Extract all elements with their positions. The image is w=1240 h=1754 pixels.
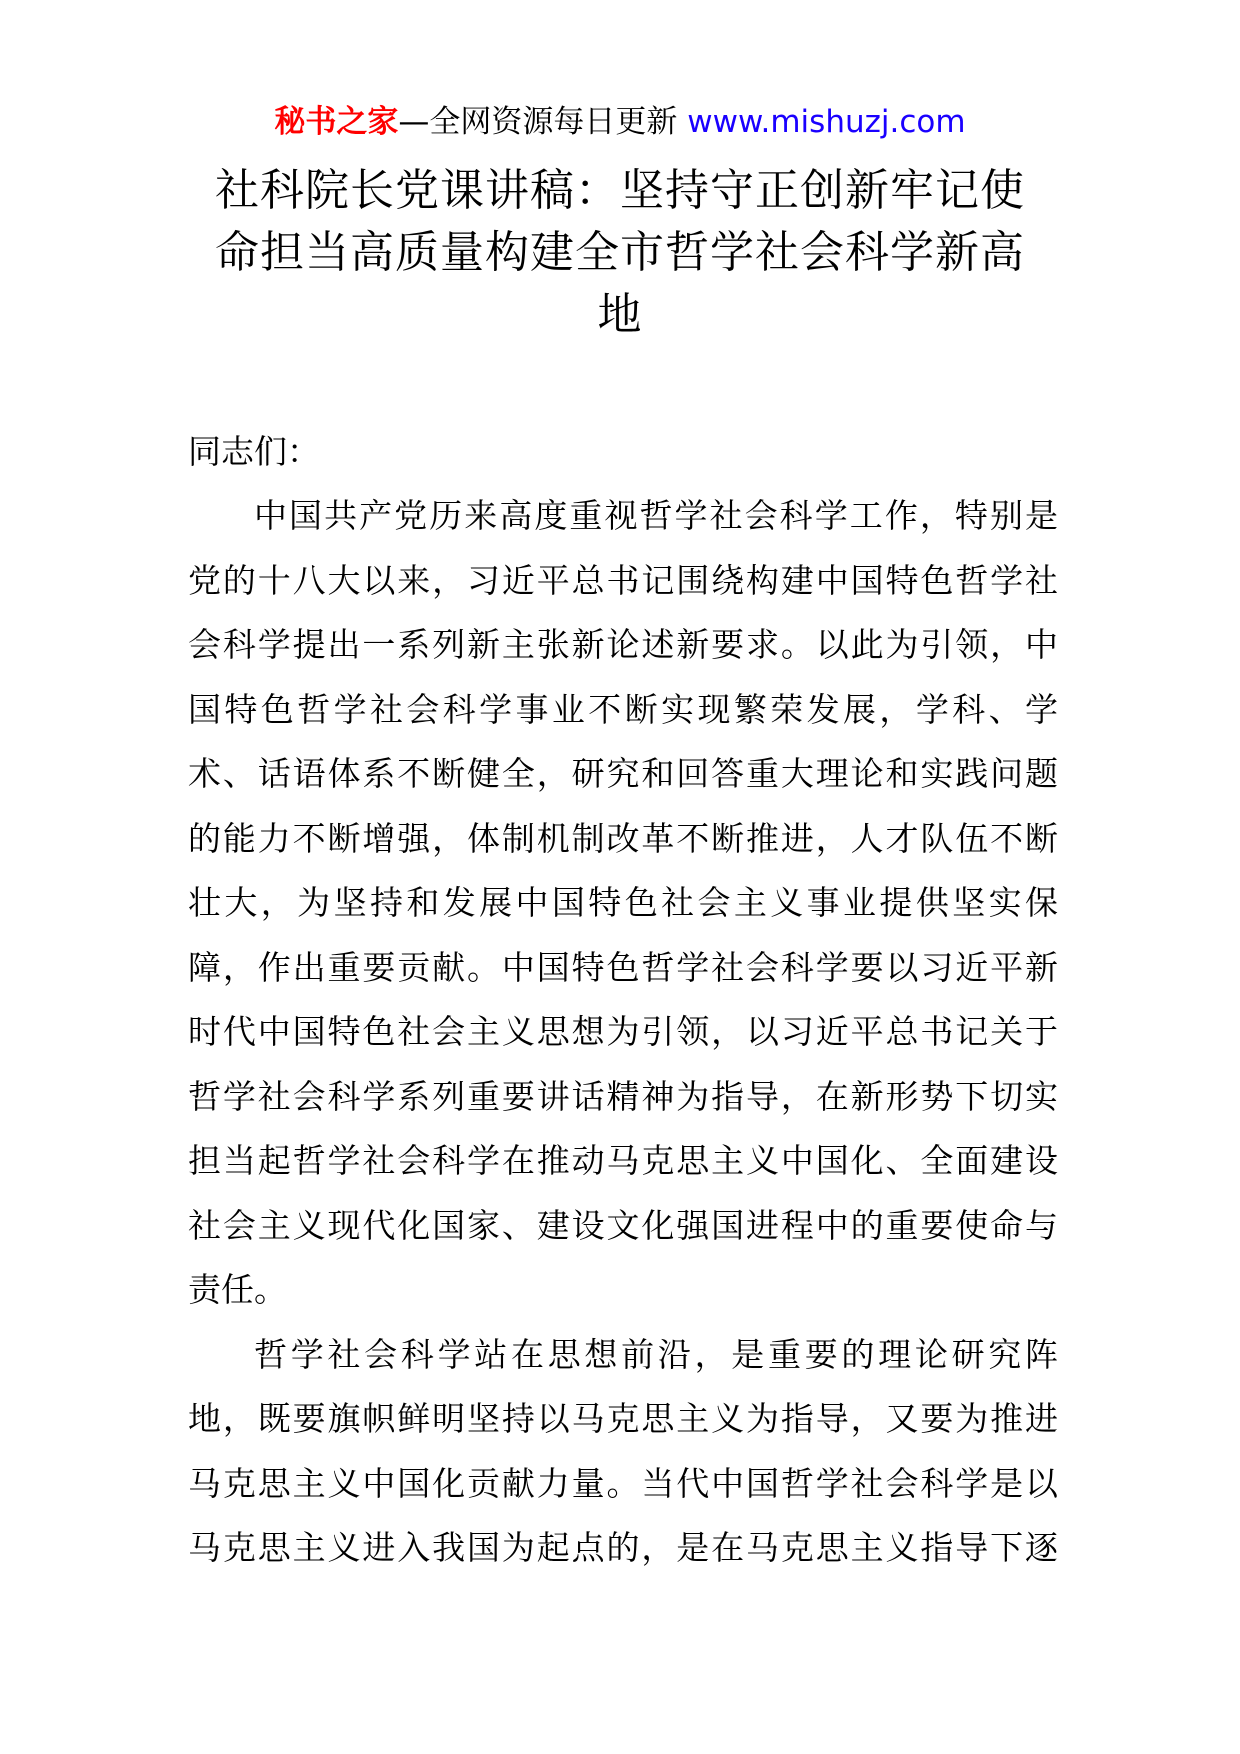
paragraph-line: 党的十八大以来，习近平总书记围绕构建中国特色哲学社 (188, 560, 1058, 600)
paragraph-line: 术、话语体系不断健全，研究和回答重大理论和实践问题 (188, 754, 1058, 793)
header-brand: 秘书之家 (274, 104, 399, 140)
paragraph-line: 哲学社会科学站在思想前沿，是重要的理论研究阵 (254, 1334, 1058, 1374)
paragraph-line: 担当起哲学社会科学在推动马克思主义中国化、全面建设 (188, 1141, 1058, 1180)
paragraph-line: 哲学社会科学系列重要讲话精神为指导，在新形势下切实 (188, 1076, 1058, 1116)
document-title (150, 160, 1090, 346)
paragraph-line: 马克思主义中国化贡献力量。当代中国哲学社会科学是以 (188, 1463, 1058, 1503)
paragraph-line: 责任。 (188, 1270, 287, 1309)
title-line: 地 (597, 289, 643, 340)
title-line: 社科院长党课讲稿：坚持守正创新牢记使 (215, 165, 1025, 216)
paragraph-line: 马克思主义进入我国为起点的，是在马克思主义指导下逐 (188, 1528, 1058, 1567)
paragraph-line: 时代中国特色社会主义思想为引领，以习近平总书记关于 (188, 1012, 1058, 1051)
paragraph-line: 壮大，为坚持和发展中国特色社会主义事业提供坚实保 (188, 883, 1058, 922)
paragraph-2 (188, 1323, 1058, 1581)
paragraph-line: 中国共产党历来高度重视哲学社会科学工作，特别是 (254, 496, 1058, 535)
paragraph-line: 障，作出重要贡献。中国特色哲学社会科学要以习近平新 (188, 947, 1058, 987)
title-line: 命担当高质量构建全市哲学社会科学新高 (215, 227, 1025, 278)
salutation: 同志们： (188, 432, 320, 471)
paragraph-line: 国特色哲学社会科学事业不断实现繁荣发展，学科、学 (188, 689, 1058, 729)
header-tagline: —全网资源每日更新 (398, 104, 678, 140)
header-url[interactable]: www.mishuzj.com (687, 104, 966, 140)
paragraph-line: 会科学提出一系列新主张新论述新要求。以此为引领，中 (188, 625, 1058, 664)
paragraph-line: 地，既要旗帜鲜明坚持以马克思主义为指导，又要为推进 (188, 1399, 1058, 1438)
paragraph-line: 的能力不断增强，体制机制改革不断推进，人才队伍不断 (188, 818, 1058, 858)
paragraph-1 (188, 484, 1058, 1323)
document-body (188, 420, 1058, 1581)
paragraph-line: 社会主义现代化国家、建设文化强国进程中的重要使命与 (188, 1205, 1058, 1245)
site-header (0, 100, 1240, 144)
